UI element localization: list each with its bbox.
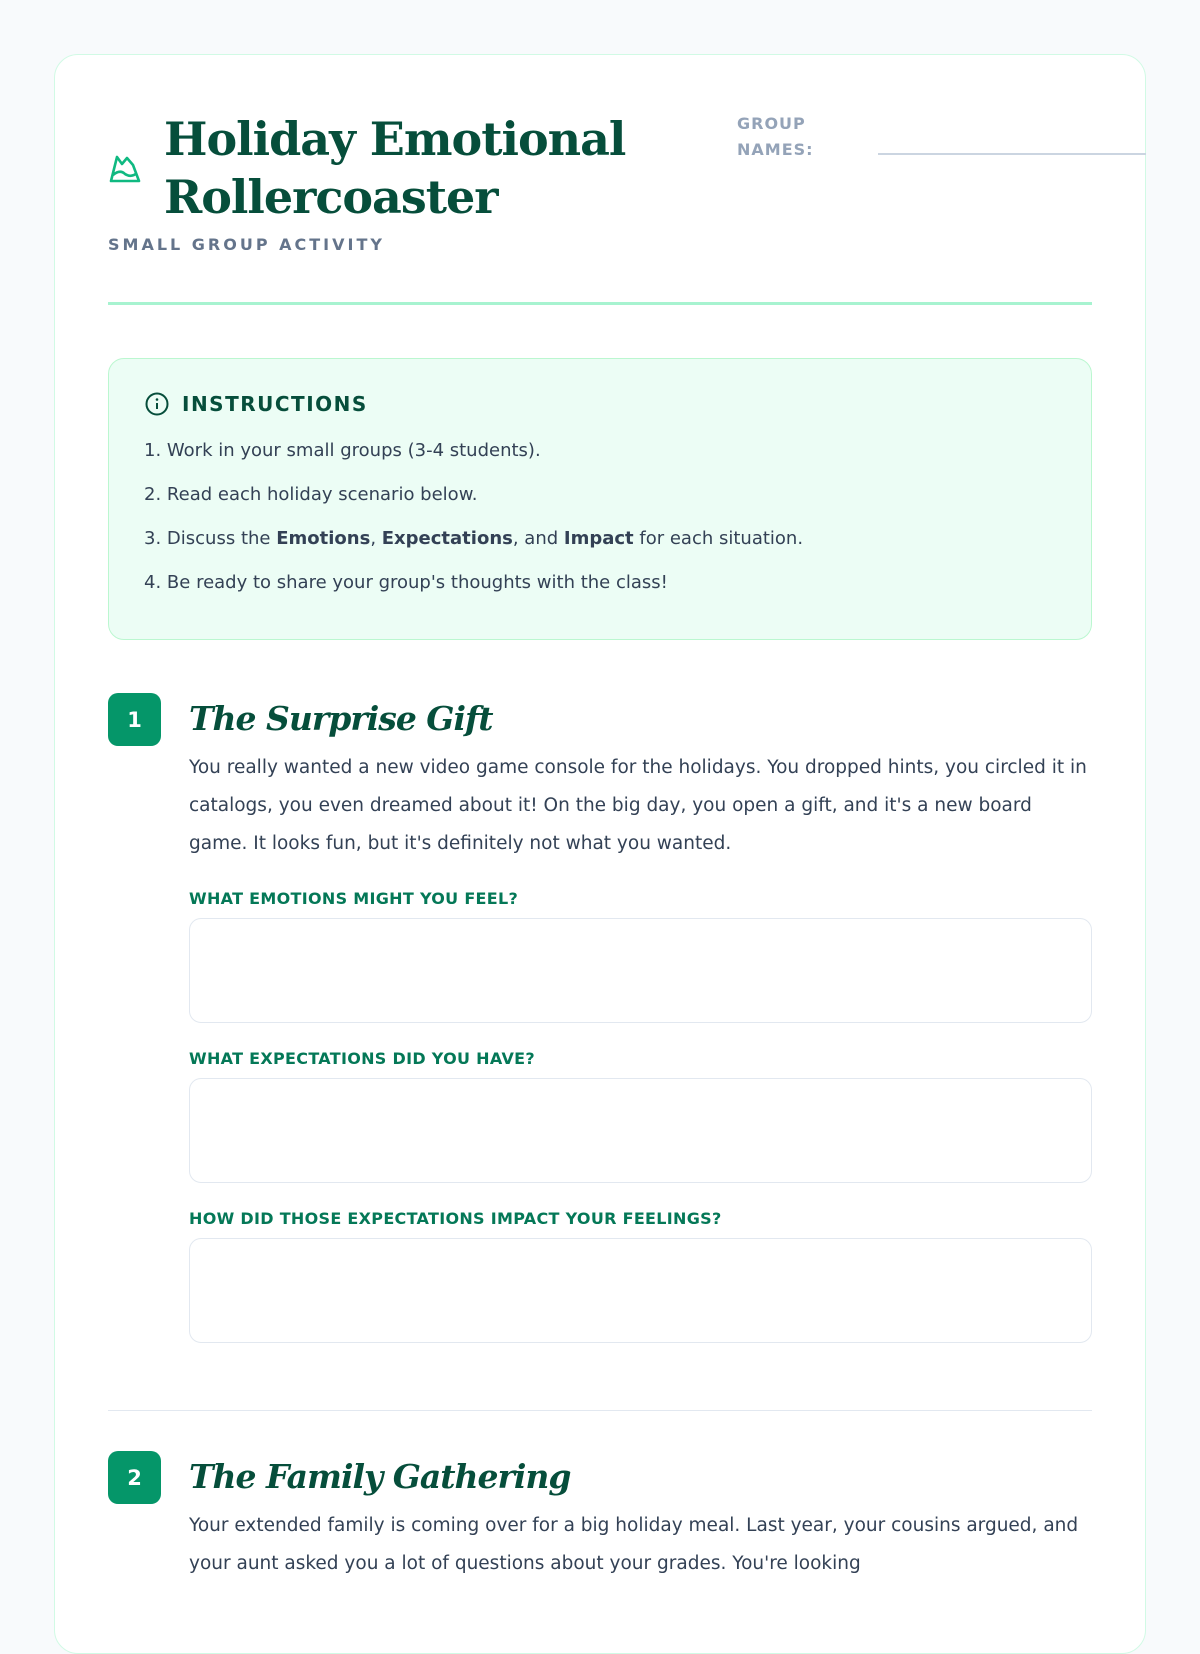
instruction-item: 1. Work in your small groups (3-4 students). xyxy=(144,440,541,461)
rollercoaster-mountain-icon xyxy=(108,151,142,185)
instructions-box xyxy=(108,358,1092,640)
header xyxy=(108,55,1092,305)
scenario-text: You really wanted a new video game console for the holidays. You dropped hints, you circled it in catalogs, you even dreamed about it! On the big day, you open a gift, and it's a new board game. It looks fun, but it's definitely not what you wanted. xyxy=(189,757,1087,854)
question-impact-label: HOW DID THOSE EXPECTATIONS IMPACT YOUR FEELINGS? xyxy=(189,1209,722,1228)
worksheet-card xyxy=(54,54,1146,1654)
instruction-item: 2. Read each holiday scenario below. xyxy=(144,484,478,505)
question-emotions-label: WHAT EMOTIONS MIGHT YOU FEEL? xyxy=(189,889,519,908)
group-names-field[interactable] xyxy=(878,153,1146,155)
page-subtitle: SMALL GROUP ACTIVITY xyxy=(108,235,385,254)
instruction-item: 3. Discuss the Emotions, Expectations, and Impact for each situation. xyxy=(144,528,804,549)
group-names-label: GROUP NAMES: xyxy=(737,114,814,159)
info-icon xyxy=(144,391,170,417)
question-expectations-label: WHAT EXPECTATIONS DID YOU HAVE? xyxy=(189,1049,535,1068)
scenario-number-badge: 2 xyxy=(108,1451,161,1504)
emotions-answer-box[interactable] xyxy=(189,918,1092,1023)
scenario-2 xyxy=(108,1451,1092,1583)
scenario-number-badge: 1 xyxy=(108,693,161,746)
expectations-answer-box[interactable] xyxy=(189,1078,1092,1183)
instruction-item: 4. Be ready to share your group's thoughts with the class! xyxy=(144,572,668,593)
scenario-1 xyxy=(108,693,1092,1343)
impact-answer-box[interactable] xyxy=(189,1238,1092,1343)
scenario-title: The Surprise Gift xyxy=(189,699,493,738)
scenario-title: The Family Gathering xyxy=(189,1457,571,1496)
scenario-text: Your extended family is coming over for a big holiday meal. Last year, your cousins argued, and your aunt asked you a lot of questions about your grades. You're looking xyxy=(189,1515,1079,1574)
instructions-title: INSTRUCTIONS xyxy=(182,392,368,416)
page-title: Holiday Emotional Rollercoaster xyxy=(164,112,626,224)
scenario-divider xyxy=(108,1410,1092,1411)
